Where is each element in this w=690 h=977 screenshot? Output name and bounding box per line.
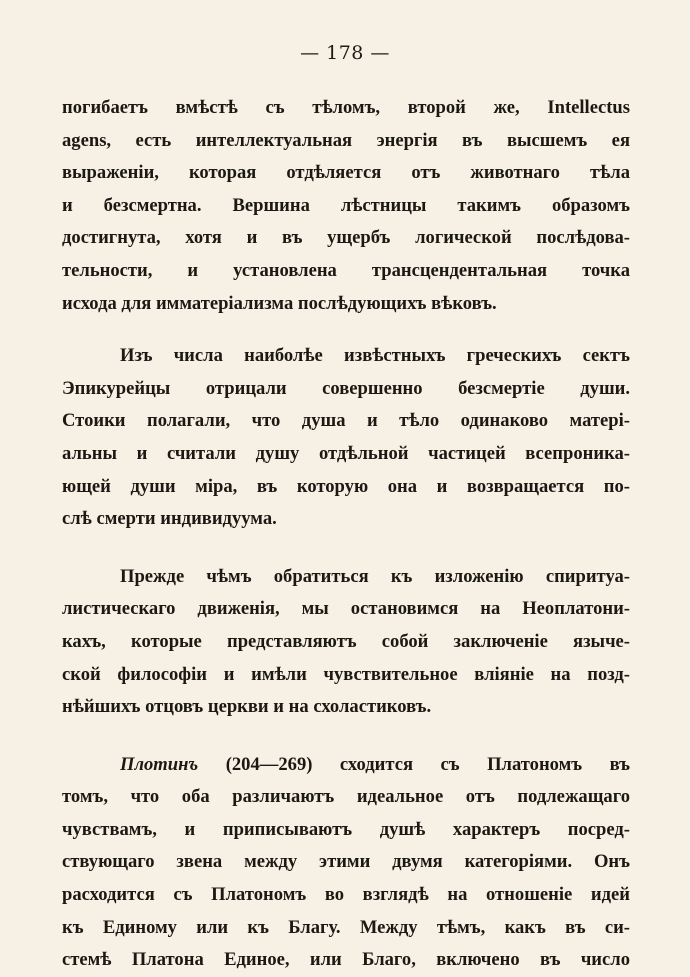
paragraph-2	[62, 340, 630, 536]
text-line: Изъ числа наиболѣе извѣстныхъ греческихъ сектъ	[120, 345, 630, 367]
text-line: Прежде чѣмъ обратиться къ изложенію спиритуа-	[120, 565, 630, 587]
text-line: тельности, и установлена трансцендентальная точка	[62, 259, 630, 281]
paragraph-1	[62, 92, 630, 320]
text-line: нѣйшихъ отцовъ церкви и на схоластиковъ.	[62, 696, 432, 718]
text-fragment: (204—269) сходится съ Платономъ въ	[198, 753, 630, 775]
text-line: ской философіи и имѣли чувствительное вліяніе на позд-	[62, 663, 630, 685]
text-line: выраженіи, которая отдѣляется отъ животнаго тѣла	[62, 162, 630, 184]
paragraph-3	[62, 561, 630, 724]
text-line: ющей души міра, въ которую она и возвращается по-	[62, 475, 630, 497]
text-line-first	[62, 749, 630, 782]
text-line: листическаго движенія, мы остановимся на Неоплатони-	[62, 598, 630, 620]
text-line: стемѣ Платона Единое, или Благо, включено въ число	[62, 949, 630, 971]
text-line: agens, есть интеллектуальная энергія въ высшемъ ея	[62, 129, 630, 151]
text-line: расходится съ Платономъ во взглядѣ на отношеніе идей	[62, 884, 630, 906]
text-line: достигнута, хотя и въ ущербъ логической послѣдова-	[62, 227, 630, 249]
page-number: — 178 —	[300, 42, 390, 64]
text-line: слѣ смерти индивидуума.	[62, 508, 277, 530]
text-line: Стоики полагали, что душа и тѣло одинаково матері-	[62, 410, 630, 432]
text-line: кахъ, которые представляютъ собой заключеніе языче-	[62, 630, 630, 652]
text-line: погибаетъ вмѣстѣ съ тѣломъ, второй же, Intellectus	[62, 97, 630, 118]
paragraph-4	[62, 749, 630, 977]
text-line: исхода для имматеріализма послѣдующихъ вѣковъ.	[62, 292, 497, 314]
text-line: Эпикурейцы отрицали совершенно безсмертіе души.	[62, 377, 630, 399]
name-plotinus: Плотинъ	[120, 753, 199, 775]
text-line: и безсмертна. Вершина лѣстницы такимъ образомъ	[62, 194, 630, 216]
paragraph-gap	[62, 724, 630, 749]
page-body	[62, 92, 630, 977]
text-line: ствующаго звена между этими двумя категоріями. Онъ	[62, 851, 630, 873]
text-line: альны и считали душу отдѣльной частицей всепроника-	[62, 442, 630, 464]
paragraph-gap	[62, 320, 630, 340]
text-line: томъ, что оба различаютъ идеальное отъ подлежащаго	[62, 786, 630, 808]
text-line: чувствамъ, и приписываютъ душѣ характеръ посред-	[62, 818, 630, 840]
paragraph-gap	[62, 536, 630, 561]
text-line: къ Единому или къ Благу. Между тѣмъ, какъ въ си-	[62, 916, 630, 938]
